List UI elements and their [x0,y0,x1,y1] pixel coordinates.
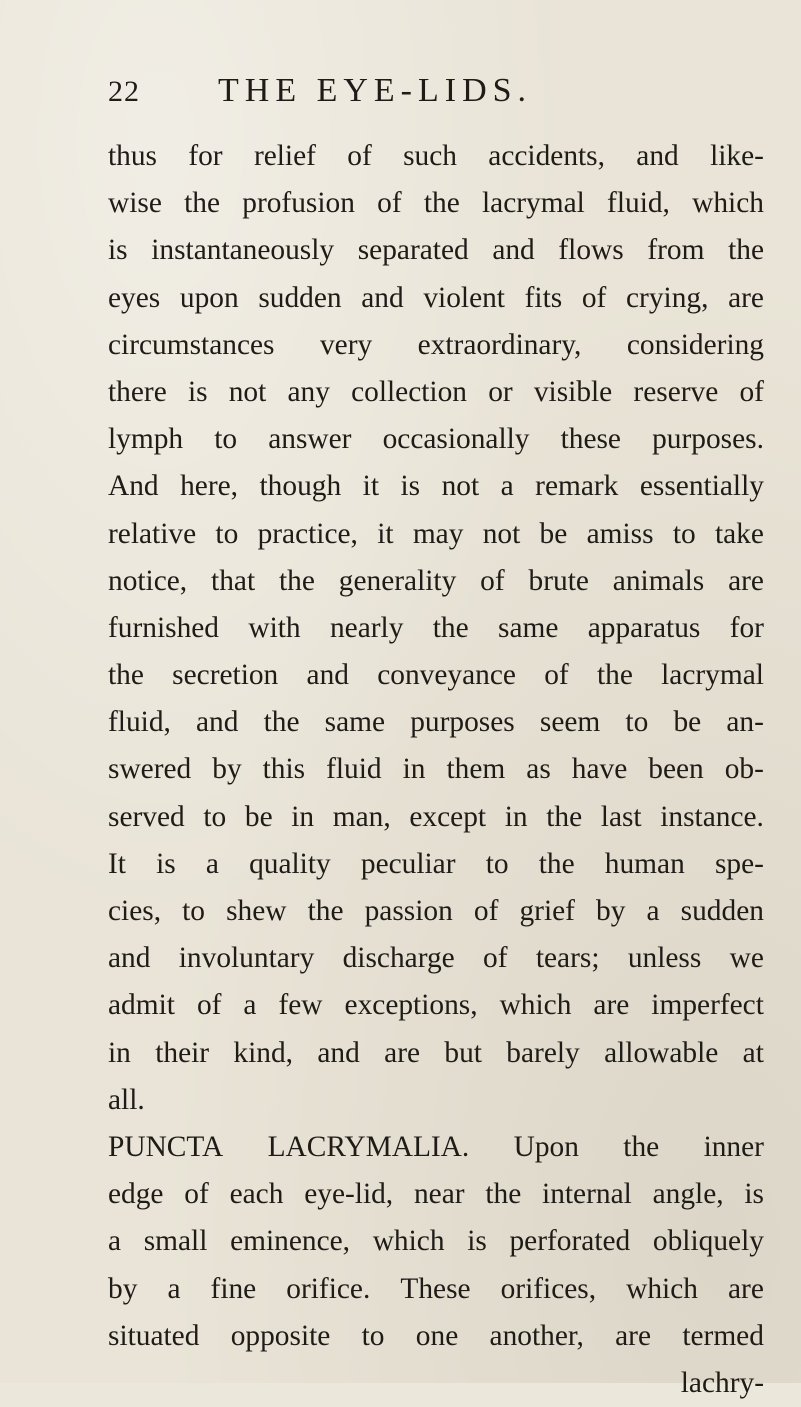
word: to [485,847,509,880]
word: of [347,140,372,172]
word: are [728,1272,764,1305]
word: of [483,942,508,975]
text-line [108,746,764,793]
word: few [278,989,323,1022]
word: considering [626,328,764,361]
word: circumstances [108,328,275,361]
word: any [287,375,330,408]
word: apparatus [587,611,701,644]
text-line [108,794,764,841]
word: is [156,847,176,880]
word: orifice. [286,1272,371,1305]
word: same [498,611,559,644]
word: animals [612,564,705,597]
word: separated [357,234,469,267]
word: are [728,281,764,314]
page-number: 22 [108,75,140,108]
word: It [108,847,126,880]
word: and [361,281,404,314]
word: allowable [604,1036,719,1069]
word: perforated [509,1225,631,1258]
text-line [108,1124,764,1171]
word: extraordinary, [417,328,582,361]
word: of [739,375,764,408]
word: that [211,564,256,597]
word: PUNCTA [108,1130,224,1163]
text-line [108,1266,764,1313]
word: is [744,1178,764,1211]
word: and [108,942,151,975]
word: each [229,1178,284,1211]
text-line [108,416,764,463]
catchword-text: lachry- [680,1366,764,1399]
word: with [248,611,301,644]
word: And [108,470,159,503]
word: which [499,989,572,1022]
word: same [324,706,386,739]
word: fluid [326,753,382,786]
word: are [615,1319,652,1352]
catchword [108,1360,764,1407]
word: been [648,753,704,786]
word: a [646,895,660,927]
word: here, [180,470,239,503]
word: but [444,1036,482,1069]
word: are [384,1036,421,1069]
word: secretion [172,659,279,692]
word: upon [179,281,239,314]
word: unless [627,942,702,975]
word: edge [108,1178,164,1211]
word: to [203,800,227,833]
word: it [362,470,379,503]
word: the [596,659,633,692]
word: take [714,517,764,550]
word: or [488,375,513,408]
word: fluid, [108,706,171,739]
word: fits [524,281,563,314]
word: small [143,1225,208,1258]
word: the [279,564,315,597]
word: in [108,1036,131,1069]
word: orifices, [500,1272,597,1305]
word: them [446,753,506,786]
word: which [626,1272,698,1305]
word: spe- [714,847,764,880]
word: discharge [342,942,455,975]
word: of [473,895,499,927]
word: there [108,375,167,408]
word: human [604,847,685,880]
word: be [244,800,273,833]
text-line [108,1171,764,1218]
word: and [492,234,535,267]
word: imperfect [651,989,764,1022]
word: barely [506,1036,580,1069]
word: the [108,659,144,692]
word: by [212,753,242,786]
text-line [108,463,764,510]
word: one [415,1319,459,1352]
text-line [108,133,764,180]
word: LACRYMALIA. [267,1130,470,1163]
word: the [485,1178,522,1211]
word: accidents, [488,140,605,172]
word: termed [682,1319,764,1352]
word: peculiar [360,847,456,880]
word: of [581,281,607,314]
word: visible [533,375,613,408]
word: except [409,800,487,833]
word: answer [268,423,352,456]
word: angle, [652,1178,724,1211]
word: like- [710,140,764,172]
word: the [423,187,460,220]
word: lymph [108,423,184,456]
word: furnished [108,611,220,644]
word: is [187,375,208,408]
text-line [108,982,764,1029]
word: generality [338,564,457,597]
word: profusion [242,187,355,220]
word: reserve [633,375,719,408]
word: practice, [257,517,358,550]
word: violent [423,281,505,314]
text-line [108,1218,764,1265]
word: for [729,611,764,644]
word: near [413,1178,465,1211]
word: of [184,1178,209,1211]
word: a [500,470,514,503]
text-line [108,275,764,322]
word: seem [539,706,601,739]
word: These [400,1272,471,1305]
word: of [196,989,222,1022]
text-line [108,322,764,369]
word: to [214,423,238,456]
word: by [596,895,626,927]
word: of [377,187,402,220]
word: we [729,942,764,975]
word: it [377,517,394,550]
word: in [291,800,315,833]
word: cies, [108,895,162,927]
word: not [228,375,267,408]
word: admit [108,989,175,1022]
word: these [560,423,621,456]
word: flows [558,234,624,267]
word: not [482,517,521,550]
word: have [571,753,628,786]
word: and [636,140,679,172]
word: to [672,517,696,550]
word: obliquely [652,1225,764,1258]
word: instantaneously [151,234,335,267]
word: such [403,140,457,172]
word: the [263,706,300,739]
running-head [108,72,765,112]
word: to [625,706,649,739]
word: notice, [108,564,188,597]
word: the [728,234,764,267]
running-title: THE EYE-LIDS. [218,72,533,109]
word: crying, [626,281,709,314]
text-line [108,511,764,558]
word: eminence, [230,1225,351,1258]
word: by [108,1272,138,1305]
word: man, [332,800,391,833]
word: at [742,1036,764,1069]
word: shew [226,895,287,927]
word: exceptions, [344,989,478,1022]
word: kind, [233,1036,294,1069]
word: a [167,1272,181,1305]
word: eye-lid, [304,1178,394,1211]
word: another, [489,1319,584,1352]
word: and [317,1036,360,1069]
word: as [526,753,551,786]
word: be [673,706,702,739]
word: though [259,470,342,503]
word: to [361,1319,385,1352]
word: and [196,706,239,739]
word: sudden [680,895,764,927]
word: this [262,753,306,786]
body-text [108,133,764,1407]
word: the [623,1130,660,1163]
word: the [546,800,583,833]
word: is [400,470,421,503]
word: thus [108,140,157,172]
text-line [108,558,764,605]
word: swered [108,753,192,786]
word: inner [703,1130,764,1163]
word: which [692,187,764,220]
word: brute [528,564,589,597]
word: to [215,517,239,550]
word: situated [108,1319,200,1352]
word: for [188,140,223,172]
text-line [108,652,764,699]
word: are [728,564,764,597]
word: relief [253,140,316,172]
word: very [319,328,373,361]
word: which [372,1225,445,1258]
word: the [432,611,469,644]
word: occasionally [382,423,530,456]
word: nearly [329,611,404,644]
word: purposes [410,706,515,739]
word: collection [351,375,467,408]
word: a [108,1225,122,1258]
text-line [108,1030,764,1077]
word: instance. [660,800,764,833]
word: ob- [724,753,764,786]
text-line [108,888,764,935]
word: the [538,847,575,880]
word: sudden [258,281,342,314]
word: passion [364,895,453,927]
word: not [441,470,480,503]
text-line: all. [108,1083,145,1116]
word: essentially [639,470,764,503]
word: their [155,1036,210,1069]
text-line [108,1313,764,1360]
word: involuntary [178,942,315,975]
word: fine [210,1272,257,1305]
word: wise [108,187,162,220]
word: fluid, [607,187,670,220]
word: in [402,753,426,786]
text-line [108,180,764,227]
text-line [108,699,764,746]
word: the [307,895,344,927]
text-line [108,841,764,888]
text-line [108,605,764,652]
word: internal [542,1178,632,1211]
word: last [600,800,642,833]
word: in [504,800,528,833]
word: from [647,234,705,267]
word: be [539,517,568,550]
word: a [243,989,257,1022]
word: are [593,989,630,1022]
word: a [205,847,219,880]
word: of [480,564,505,597]
word: amiss [586,517,654,550]
word: is [467,1225,487,1258]
word: and [306,659,349,692]
word: opposite [230,1319,331,1352]
word: conveyance [377,659,516,692]
word: Upon [513,1130,579,1163]
word: may [412,517,464,550]
word: relative [108,517,197,550]
word: to [182,895,206,927]
word: is [108,234,128,267]
word: an- [726,706,764,739]
word: tears; [535,942,600,975]
word: grief [519,895,575,927]
word: eyes [108,281,161,314]
text-line [108,227,764,274]
word: lacrymal [482,187,585,220]
text-line [108,369,764,416]
word: purposes. [652,423,764,456]
text-line [108,935,764,982]
word: remark [535,470,619,503]
word: the [184,187,221,220]
word: served [108,800,185,833]
word: quality [249,847,331,880]
word: of [544,659,569,692]
word: lacrymal [661,659,764,692]
